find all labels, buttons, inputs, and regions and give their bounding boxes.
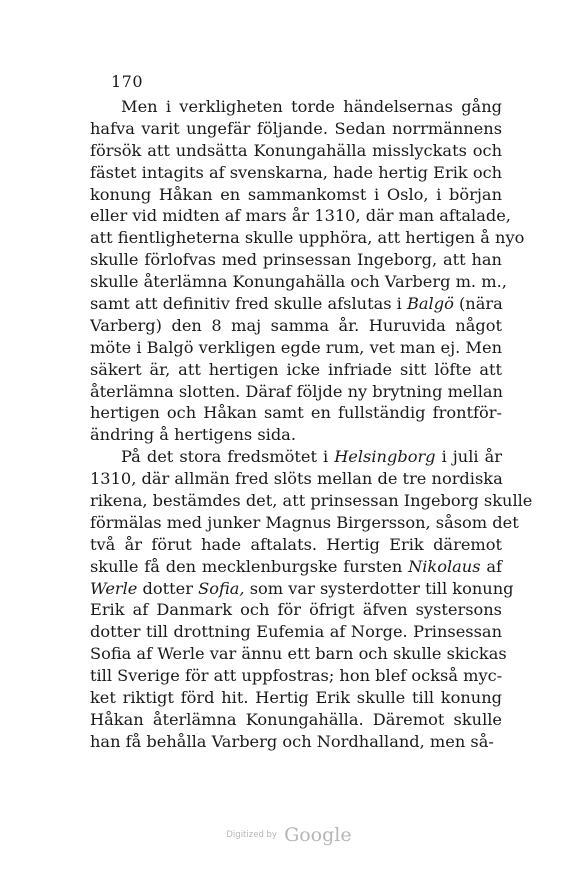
- text-run: skulle få den mecklenburgske fursten: [90, 556, 409, 576]
- text-line: [90, 556, 502, 578]
- text-line: [90, 402, 502, 424]
- text-run: förmälas med junker Magnus Birgersson, såsom det: [90, 512, 519, 532]
- text-line: [90, 424, 502, 446]
- text-run: (nära: [453, 294, 503, 314]
- text-line: [90, 118, 502, 140]
- watermark-brand: Google: [284, 824, 352, 846]
- italic-name: Sofia,: [198, 578, 245, 598]
- text-run: skulle förlofvas med prinsessan Ingeborg, att han: [90, 250, 502, 270]
- watermark-prefix: Digitized by: [226, 830, 277, 840]
- text-line: [90, 315, 502, 337]
- text-run: hafva varit ungefär följande. Sedan norrmännens: [90, 118, 502, 138]
- text-run: Varberg) den 8 maj samma år. Huruvida något: [90, 315, 502, 335]
- text-line: [90, 249, 502, 271]
- text-run: samt att definitiv fred skulle afslutas i: [90, 294, 407, 314]
- text-line: [90, 599, 502, 621]
- text-line: [90, 687, 502, 709]
- text-run: af: [480, 556, 502, 576]
- text-run: Erik af Danmark och för öfrigt äfven systersons: [90, 600, 502, 620]
- text-line: [90, 468, 502, 490]
- text-run: fästet intagits af svenskarna, hade hertig Erik och: [90, 162, 503, 182]
- text-line: [90, 621, 502, 643]
- text-line: [90, 381, 502, 403]
- text-line: [90, 490, 533, 512]
- text-run: han få behålla Varberg och Nordhalland, men så-: [90, 731, 494, 751]
- page-number: 170: [111, 72, 144, 91]
- text-run: Håkan återlämna Konungahälla. Däremot skulle: [90, 709, 502, 729]
- text-line: [90, 359, 502, 381]
- text-line: [90, 731, 502, 753]
- text-run: till Sverige för att uppfostras; hon blef också myc-: [90, 666, 503, 686]
- text-run: återlämna slotten. Däraf följde ny brytning mellan: [90, 381, 503, 401]
- text-run: ket riktigt förd hit. Hertig Erik skulle till konung: [90, 688, 502, 708]
- text-line: [90, 578, 514, 600]
- body-text: [90, 96, 533, 753]
- text-run: 1310, där allmän fred slöts mellan de tre nordiska: [90, 469, 503, 489]
- text-run: möte i Balgö verkligen egde rum, vet man ej. Men: [90, 337, 503, 357]
- text-line: [90, 643, 507, 665]
- text-run: säkert är, att hertigen icke infriade sitt löfte att: [90, 359, 502, 379]
- text-line: [90, 446, 502, 468]
- text-line: [90, 512, 519, 534]
- text-run: försök att undsätta Konungahälla misslyckats och: [90, 140, 502, 160]
- text-run: På det stora fredsmötet i: [121, 447, 335, 467]
- text-run: skulle återlämna Konungahälla och Varberg m. m.,: [90, 272, 507, 292]
- text-line: [90, 205, 511, 227]
- text-line: [90, 227, 525, 249]
- text-run: i juli år: [435, 447, 502, 467]
- text-line: [90, 665, 502, 687]
- text-line: [90, 534, 502, 556]
- text-line: [90, 140, 502, 162]
- text-run: eller vid midten af mars år 1310, där man aftalade,: [90, 206, 511, 226]
- text-run: dotter till drottning Eufemia af Norge. Prinsessan: [90, 622, 502, 642]
- text-line: [90, 96, 502, 118]
- text-run: två år förut hade aftalats. Hertig Erik däremot: [90, 534, 502, 554]
- text-run: Men i verkligheten torde händelsernas gång: [121, 97, 502, 116]
- text-line: [90, 162, 502, 184]
- digitized-by-google-watermark: [0, 824, 578, 846]
- italic-name: Nikolaus: [408, 556, 481, 576]
- text-run: som var systerdotter till konung: [244, 578, 514, 598]
- text-run: rikena, bestämdes det, att prinsessan Ingeborg skulle: [90, 491, 533, 511]
- italic-name: Helsingborg: [334, 447, 436, 467]
- text-run: ändring å hertigens sida.: [90, 425, 296, 445]
- text-run: att fientligheterna skulle upphöra, att hertigen å nyo: [90, 228, 525, 248]
- text-line: [90, 709, 502, 731]
- text-line: [90, 271, 507, 293]
- text-line: [90, 184, 502, 206]
- italic-name: Balgö: [407, 294, 454, 314]
- text-line: [90, 293, 502, 315]
- text-run: konung Håkan en sammankomst i Oslo, i början: [90, 184, 502, 204]
- text-run: hertigen och Håkan samt en fullständig frontför-: [90, 403, 502, 423]
- text-run: Sofia af Werle var ännu ett barn och skulle skickas: [90, 644, 507, 664]
- text-line: [90, 337, 502, 359]
- text-run: dotter: [137, 578, 199, 598]
- italic-name: Werle: [90, 578, 138, 598]
